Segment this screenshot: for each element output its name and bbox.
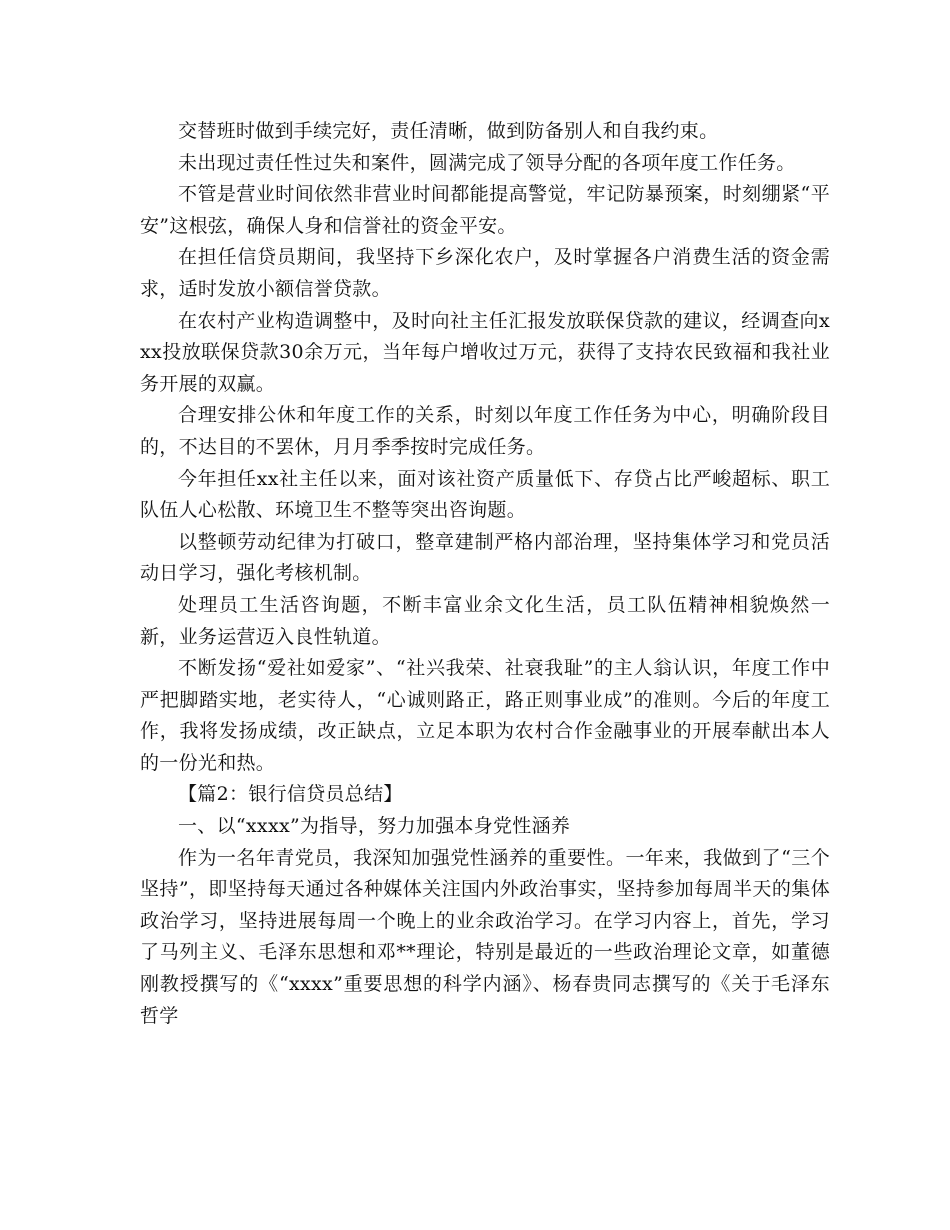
paragraph-no-faults: 未出现过责任性过失和案件，圆满完成了领导分配的各项年度工作任务。 [178,151,796,174]
paragraph-work-schedule: 合理安排公休和年度工作的关系，时刻以年度工作任务为中心，明确阶段目的，不达目的不罢休，月月季季按时完成任务。 [140,404,830,458]
subsection-heading: 一、以“xxxx”为指导，努力加强本身党性涵养 [178,815,571,838]
paragraph-shift-handover: 交替班时做到手续完好，责任清晰，做到防备别人和自我约束。 [178,120,719,142]
section-heading: 【篇2：银行信贷员总结】 [178,783,403,806]
paragraph-discipline: 以整顿劳动纪律为打破口，整章建制严格内部治理，坚持集体学习和党员活动日学习，强化考核机制。 [140,530,830,585]
paragraph-party-study: 作为一名年青党员，我深知加强党性涵养的重要性。一年来，我做到了“三个坚持”，即坚持每天通过各种媒体关注国内外政治事实，坚持参加每周半天的集体政治学习，坚持进展每周一个晚上的业余政治学习。在学习内容上，首先，学习了马列主义、毛泽东思想和邓**理论，特别是最近的一些政治理论文章，如董德刚教授撰写的《“xxxx”重要思想的科学内涵》、杨春贵同志撰写的《关于毛泽东哲学 [140,846,830,1027]
paragraph-ownership-spirit: 不断发扬“爱社如爱家”、“社兴我荣、社衰我耻”的主人翁认识，年度工作中严把脚踏实地，老实待人，“心诚则路正，路正则事业成”的准则。今后的年度工作，我将发扬成绩，改正缺点，立足本职为农村合作金融事业的开展奉献出本人的一份光和热。 [140,657,830,774]
paragraph-loan-officer: 在担任信贷员期间，我坚持下乡深化农户，及时掌握各户消费生活的资金需求，适时发放小额信誉贷款。 [140,246,830,300]
paragraph-joint-loans: 在农村产业构造调整中，及时向社主任汇报发放联保贷款的建议，经调查向xxx投放联保贷款30余万元，当年每户增收过万元，获得了支持农民致福和我社业务开展的双赢。 [140,309,830,395]
paragraph-security-alert: 不管是营业时间依然非营业时间都能提高警觉，牢记防暴预案，时刻绷紧“平安”这根弦，确保人身和信誉社的资金平安。 [140,183,830,237]
paragraph-branch-director: 今年担任xx社主任以来，面对该社资产质量低下、存贷占比严峻超标、职工队伍人心松散、环境卫生不整等突出咨询题。 [140,467,830,522]
document-body [140,116,830,1032]
paragraph-staff-life: 处理员工生活咨询题，不断丰富业余文化生活，员工队伍精神相貌焕然一新，业务运营迈入良性轨道。 [140,593,830,648]
